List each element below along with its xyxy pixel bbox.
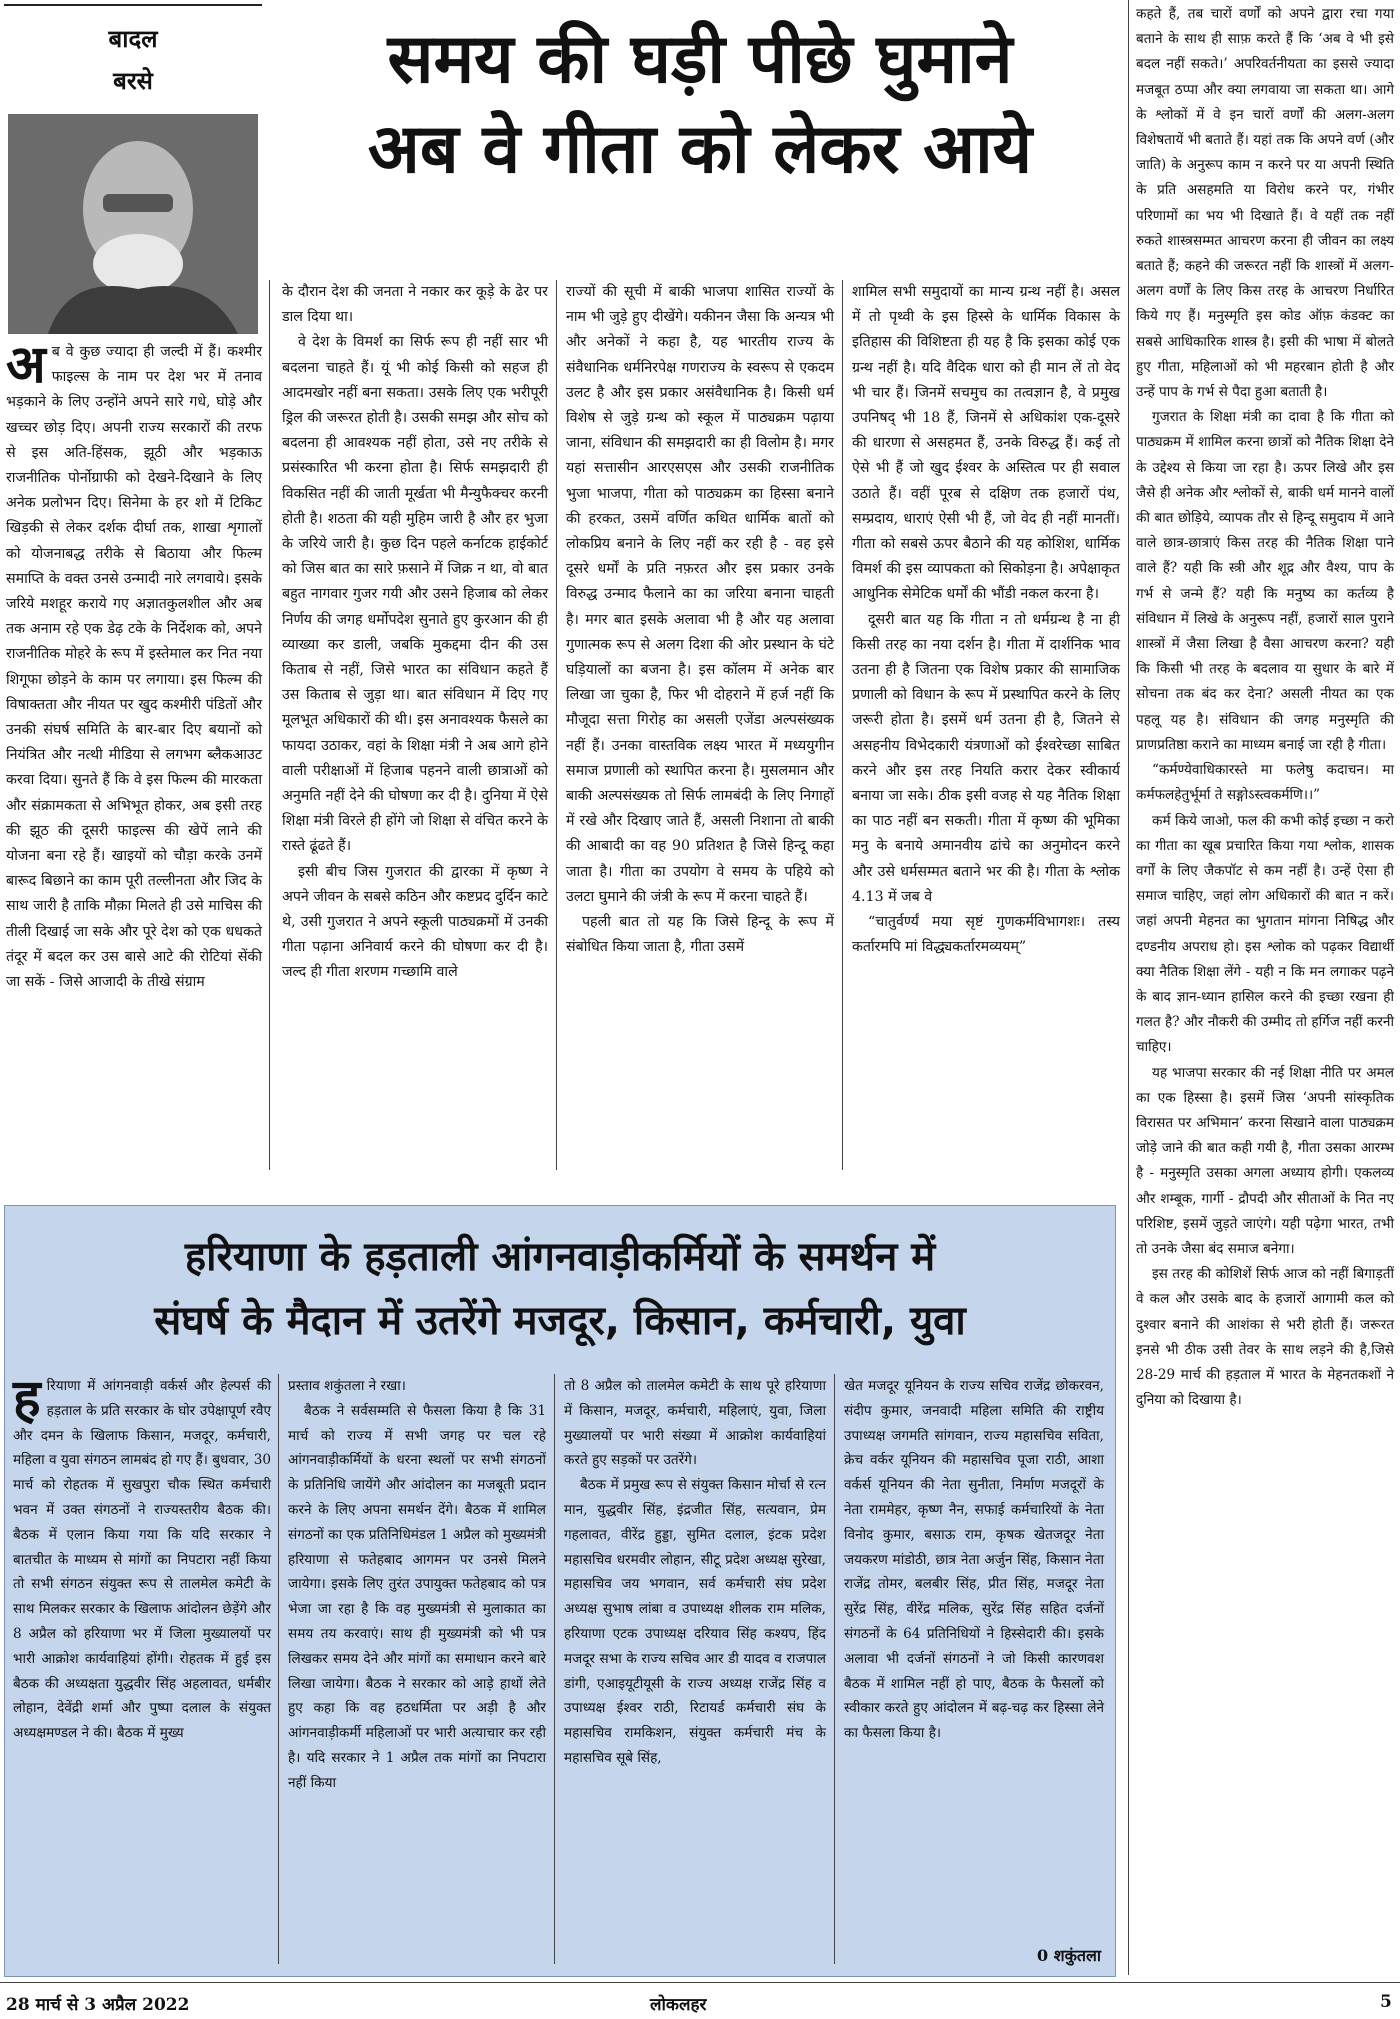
second-article-paragraph: बैठक में प्रमुख रूप से संयुक्त किसान मोर्चा से रत्न मान, युद्धवीर सिंह, इंद्रजीत सिंह, सत्यवान, प्रेम गहलावत, वीरेंद्र हुड्डा, सुमित दलाल, इंटक प्रदेश महासचिव धरमवीर लोहान, सीटू प्रदेश अध्यक्ष सुरेखा, महासचिव जय भगवान, सर्व कर्मचारी संघ प्रदेश अध्यक्ष सुभाष लांबा व उपाध्यक्ष शीलक राम मलिक, हरियाणा एटक उपाध्यक्ष दरियाव सिंह कश्यप, हिंद मजदूर सभा के राज्य सचिव आर डी यादव व राजपाल डांगी, एआइयूटीयूसी के राज्य अध्यक्ष राजेंद्र सिंह व उपाध्यक्ष ईश्वर राठी, रिटायर्ड कर्मचारी संघ के महासचिव रामकिशन, संयुक्त कर्मचारी मंच के महासचिव सूबे सिंह, — [564, 1477, 826, 1766]
sanskrit-verse: “कर्मण्येवाधिकारस्ते मा फलेषु कदाचन। मा कर्मफलहेतुर्भूर्मा ते सङ्गोऽस्त्वकर्मणि।।” — [1136, 762, 1394, 804]
column-divider — [554, 1374, 555, 1964]
second-headline-line1: हरियाणा के हड़ताली आंगनवाड़ीकर्मियों के समर्थन में — [184, 1234, 936, 1280]
footer-paper-name: लोकलहर — [650, 1995, 707, 2015]
second-article-col3 — [564, 1374, 826, 1970]
second-article-paragraph: बैठक ने सर्वसम्मति से फैसला किया है कि 31 मार्च को राज्य में सभी जगह पर चल रहे आंगनवाड़ीकर्मियों के धरना स्थलों पर सभी संगठनों के प्रतिनिधि जायेंगे और आंदोलन का मजबूती प्रदान करने के लिए अपना समर्थन देंगे। बैठक में शामिल संगठनों का एक प्रतिनिधिमंडल 1 अप्रैल को मुख्यमंत्री हरियाणा से फतेहबाद आगमन पर उनसे मिलने जायेगा। इसके लिए तुरंत उपायुक्त फतेहबाद को पत्र भेजा जा रहा है कि वह मुख्यमंत्री से मुलाकात का समय तय करवाएं। साथ ही मुख्यमंत्री को भी पत्र लिखकर समय देने और मांगों का समाधान करने बारे लिखा जायेगा। बैठक ने सरकार को आड़े हाथों लेते हुए कहा कि वह हठधर्मिता पर अड़ी है और आंगनवाड़ीकर्मी महिलाओं पर भारी अत्याचार कर रही है। यदि सरकार ने 1 अप्रैल तक मांगों का निपटारा नहीं किया — [288, 1402, 546, 1791]
second-article-paragraph: रियाणा में आंगनवाड़ी वर्कर्स और हेल्पर्स की हड़ताल के प्रति सरकार के घोर उपेक्षापूर्ण रवैए और दमन के खिलाफ किसान, मजदूर, कर्मचारी, महिला व युवा संगठन लामबंद हो गए हैं। बुधवार, 30 मार्च को रोहतक में सुखपुरा चौक स्थित कर्मचारी भवन में उक्त संगठनों ने राज्यस्तरीय बैठक की। बैठक में एलान किया गया कि यदि सरकार ने बातचीत के माध्यम से मांगों का निपटारा नहीं किया तो सभी संगठन संयुक्त रूप से तालमेल कमेटी के साथ मिलकर सरकार के खिलाफ आंदोलन छेड़ेंगे और 8 अप्रैल को हरियाणा भर में जिला मुख्यालयों पर भारी आक्रोश कार्यवाहियां होंगी। रोहतक में हुई इस बैठक की अध्यक्षता युद्धवीर सिंह अहलावत, धर्मबीर लोहान, देवेंद्री शर्मा और पुष्पा दलाल के संयुक्त अध्यक्षमण्डल ने की। बैठक में मुख्य — [13, 1378, 271, 1742]
column-divider — [278, 1374, 279, 1964]
main-article-paragraph: राज्यों की सूची में बाकी भाजपा शासित राज्यों के नाम भी जुड़े हुए दीखेंगे। यकीनन जैसा कि अन्यत्र भी और अनेकों ने कहा है, यह भारतीय राज्य के संवैधानिक धर्मनिरपेक्ष गणराज्य के स्वरूप से एकदम उलट है और इस प्रकार असंवैधानिक है। किसी धर्म विशेष से जुड़े ग्रन्थ को स्कूल में पाठ्यक्रम पढ़ाया जाना, संविधान की समझदारी का ही विलोम है। मगर यहां सत्तासीन आरएसएस और उसकी राजनीतिक भुजा भाजपा, गीता को पाठ्यक्रम का हिस्सा बनाने की हरकत, उसमें वर्णित कथित धार्मिक बातों को लोकप्रिय बनाने के लिए नहीं कर रही है - वह इसे दूसरे धर्मों के प्रति नफ़रत और इस प्रकार उनके विरुद्ध उन्माद फैलाने का का जरिया बनाना चाहती है। मगर बात इसके अलावा भी है और यह अलावा गुणात्मक रूप से अलग दिशा की ओर प्रस्थान के घंटे घड़ियालों का बजना है। इस कॉलम में अनेक बार लिखा जा चुका है, फिर भी दोहराने में हर्ज नहीं कि मौजूदा सत्ता गिरोह का असली एजेंडा अल्पसंख्यक नहीं हैं। उनका वास्तविक लक्ष्य भारत में मध्ययुगीन समाज प्रणाली को स्थापित करना है। मुसलमान और बाकी अल्पसंख्यक तो सिर्फ लामबंदी के लिए निगाहों में रखे और दिखाए जाते हैं, असली निशाना तो बाकी की आबादी का वह 90 प्रतिशत है जिसे हिन्दू कहा जाता है। गीता का उपयोग वे समय के पहिये को उलटा घुमाने की जंत्री के रूप में करना चाहते हैं। — [566, 284, 834, 905]
columnist-box — [4, 4, 264, 339]
columnist-name-line1: बादल — [108, 25, 158, 53]
main-article-paragraph: दूसरी बात यह कि गीता न तो धर्मग्रन्थ है ना ही किसी तरह का नया दर्शन है। गीता में दार्शनिक भाव उतना ही है जितना एक विशेष प्रकार की सामाजिक प्रणाली को विधान के रूप में प्रस्थापित करने के लिए जरूरी होता है। इसमें धर्म उतना ही है, जितने से असहनीय विभेदकारी यंत्रणाओं को ईश्वरेच्छा साबित करने और इस तरह नियति करार देकर स्वीकार्य बनाया जा सके। ठीक इसी वजह से यह नैतिक शिक्षा का पाठ नहीं बन सकती। गीता में कृष्ण की भूमिका मनु के बनाये अमानवीय ढांचे का अनुमोदन करने और उसे धर्मसम्मत बताने भर की है। गीता के श्लोक 4.13 में जब वे — [852, 611, 1120, 905]
footer-date: 28 मार्च से 3 अप्रैल 2022 — [6, 1995, 190, 2015]
column-divider — [834, 1374, 835, 1964]
main-article-paragraph: पहली बात तो यह कि जिसे हिन्दू के रूप में संबोधित किया जाता है, गीता उसमें — [566, 914, 834, 956]
second-article-col1 — [13, 1368, 271, 1970]
second-article-col4 — [844, 1374, 1104, 1934]
second-article-dropcap: ह — [13, 1368, 41, 1429]
column-divider — [269, 280, 270, 1170]
main-headline-line1: समय की घड़ी पीछे घुमाने — [387, 20, 1013, 99]
main-article-dropcap: अ — [6, 334, 46, 395]
main-article-paragraph: वे देश के विमर्श का सिर्फ रूप ही नहीं सार भी बदलना चाहते हैं। यूं भी कोई किसी को सहज ही आदमखोर नहीं बना सकता। उसके लिए एक भरीपूरी ड्रिल की जरूरत होती है। उसकी समझ और सोच को बदलना ही आवश्यक नहीं होता, उसे नए तरीके से प्रसंस्कारित भी करना होता है। सिर्फ समझदारी ही विकसित नहीं की जाती मूर्खता भी मैन्युफैक्चर करनी होती है। शठता की यही मुहिम जारी है और हर भुजा के जरिये जारी है। कुछ दिन पहले कर्नाटक हाईकोर्ट को जिस बात का सारे फ़साने में जिक्र न था, वो बात बहुत नागवार गुजर गयी और उसने हिजाब को लेकर निर्णय की जगह धर्मोपदेश सुनाते हुए कुरआन की ही व्याख्या कर डाली, जबकि मुकद्दमा दीन की उस किताब से नहीं, जिसे भारत का संविधान कहते हैं उस किताब से जुड़ा था। बात संविधान में दिए गए मूलभूत अधिकारों की थी। इस अनावश्यक फैसले का फायदा उठाकर, वहां के शिक्षा मंत्री ने अब आगे होने वाली परीक्षाओं में हिजाब पहनने वाली छात्राओं को अनुमति नहीं देने की घोषणा कर दी है। दुनिया में ऐसे शिक्षा मंत्री विरले ही होंगे जो शिक्षा से वंचित करने के रास्ते ढूंढते हैं। — [282, 334, 548, 855]
main-article-paragraph: इसी बीच जिस गुजरात की द्वारका में कृष्ण ने अपने जीवन के सबसे कठिन और कष्टप्रद दुर्दिन काटे थे, उसी गुजरात ने अपने स्कूली पाठ्यक्रमों में उनकी गीता पढ़ाना अनिवार्य करने की घोषणा कर दी है। जल्द ही गीता शरणम गच्छामि वाले — [282, 863, 548, 981]
column-divider — [1128, 0, 1129, 1975]
columnist-photo — [8, 114, 258, 334]
byline: 0 शकुंतला — [1037, 1946, 1101, 1965]
second-article-paragraph: खेत मजदूर यूनियन के राज्य सचिव राजेंद्र छोकरवन, संदीप कुमार, जनवादी महिला समिति की राष्ट्रीय उपाध्यक्ष जगमति सांगवान, राज्य महासचिव सविता, क्रेच वर्कर यूनियन की महासचिव पूजा राठी, आशा वर्कर्स यूनियन की नेता सुनीता, निर्माण मजदूरों के नेता राममेहर, कृष्ण नैन, सफाई कर्मचारियों के नेता विनोद कुमार, बसाऊ राम, कृषक खेतजदूर नेता जयकरण मांडोठी, छात्र नेता अर्जुन सिंह, किसान नेता राजेंद्र तोमर, बलबीर सिंह, प्रीत सिंह, मजदूर नेता सुरेंद्र सिंह, वीरेंद्र मलिक, सुरेंद्र सिंह सहित दर्जनों संगठनों के 64 प्रतिनिधियों ने हिस्सेदारी की। इसके अलावा भी दर्जनों संगठनों ने जो किसी कारणवश बैठक में शामिल नहीं हो पाए, बैठक के फैसलों को स्वीकार करते हुए आंदोलन में बढ़-चढ़ कर हिस्सा लेने का फैसला किया है। — [844, 1378, 1104, 1742]
column-divider — [556, 280, 557, 1170]
footer-rule — [0, 1982, 1400, 1983]
second-headline-line2: संघर्ष के मैदान में उतरेंगे मजदूर, किसान, कर्मचारी, युवा — [154, 1298, 966, 1344]
main-article-paragraph: कहते हैं, तब चारों वर्णों को अपने द्वारा रचा गया बताने के साथ ही साफ़ करते हैं कि ‘अब वे भी इसे बदल नहीं सकते।’ अपरिवर्तनीयता का इससे ज्यादा मजबूत ठप्पा और क्या लगवाया जा सकता था। आगे के श्लोकों में वे इन चारों वर्णों की अलग-अलग विशेषतायें भी बताते हैं। यहां तक कि अपने वर्ण (और जाति) के अनुरूप काम न करने पर या अपनी स्थिति के प्रति असहमति या विरोध करने पर, गंभीर परिणामों का भय भी दिखाते हैं। वे यहीं तक नहीं रुकते शास्त्रसम्मत आचरण करना ही जीवन का लक्ष्य बताते हैं; कहने की जरूरत नहीं कि शास्त्रों में अलग-अलग वर्णों के लिए किस तरह के आचरण निर्धारित किये गए हैं। मनुस्मृति इस कोड ऑफ़ कंडक्ट का सबसे आधिकारिक शास्त्र है। इसी की भाषा में बोलते हुए गीता, महिलाओं को भी महरबान होती है और उन्हें पाप के गर्भ से पैदा हुआ बताती है। — [1136, 6, 1394, 401]
main-article-col2 — [282, 280, 548, 1170]
columnist-name-line2: बरसे — [113, 67, 153, 95]
main-article-paragraph: के दौरान देश की जनता ने नकार कर कूड़े के ढेर पर डाल दिया था। — [282, 284, 548, 326]
portrait-illustration — [8, 114, 258, 334]
main-article-paragraph: ब वे कुछ ज्यादा ही जल्दी में हैं। कश्मीर फाइल्स के नाम पर देश भर में तनाव भड़काने के लिए उन्होंने अपने सारे गधे, घोड़े और खच्चर छोड़ दिए। अपनी राज्य सरकारों की तरफ से इस अति-हिंसक, झूठी और भड़काऊ राजनीतिक पोर्नोग्राफी को देखने-दिखाने के लिए अनेक प्रलोभन दिए। सिनेमा के हर शो में टिकिट खिड़की से लेकर दर्शक दीर्घा तक, शाखा शृगालों को योजनाबद्ध तरीके से बिठाया और फिल्म समाप्ति के वक्त उनसे उन्मादी नारे लगवाये। इसके जरिये मशहूर कराये गए अज्ञातकुलशील और अब तक अनाम रहे एक डेढ़ टके के निर्देशक को, अपने राजनीतिक मोहरे के रूप में इस्तेमाल कर नित नया शिगूफा छोड़ने के काम पर लगाया। इस फिल्म की विषाक्तता और नीयत पर खुद कश्मीरी पंडितों और उनकी संघर्ष समिति के बार-बार दिए बयानों को नियंत्रित और नत्थी मीडिया से लगभग ब्लैकआउट करवा दिया। सुनते हैं कि वे इस फिल्म की मारकता और संक्रामकता से अभिभूत होकर, अब इसी तरह की झूठ की दूसरी फाइल्स की खेपें लाने की योजना बना रहे हैं। खाइयों को चौड़ा करके उनमें बारूद बिछाने का काम पूरी तल्लीनता और जिद के साथ जारी है ताकि मौक़ा मिलते ही उसे माचिस की तीली दिखाई जा सके और पूरे देश को एक धधकते तंदूर में बदल कर उस बासे आटे की रोटियां सेंकी जा सकें - जिसे आजादी के तीखे संग्राम — [6, 344, 262, 991]
main-article-col4 — [852, 280, 1120, 1170]
main-article-col5 — [1136, 2, 1394, 1977]
main-article-col1 — [6, 334, 262, 1170]
main-article-paragraph: गुजरात के शिक्षा मंत्री का दावा है कि गीता को पाठ्यक्रम में शामिल करना छात्रों को नैतिक शिक्षा देने के उद्देश्य से किया जा रहा है। ऊपर लिखे और इस जैसे ही अनेक और श्लोकों से, बाकी धर्म मानने वालों की बात छोड़िये, व्यापक तौर से हिन्दू समुदाय में आने वाले छात्र-छात्राएं किस तरह की नैतिक शिक्षा पाने वाले हैं? यही कि स्त्री और शूद्र और वैश्य, पाप के गर्भ से जन्मे हैं? यही कि मनुष्य का कर्तव्य है संविधान में लिखे के अनुरूप नहीं, हजारों साल पुराने शास्त्रों में जैसा लिखा है वैसा आचरण करना? यही कि किसी भी तरह के बदलाव या सुधार के बारे में सोचना तक बंद कर देना? असली नीयत का एक पहलू यह है। संविधान की जगह मनुस्मृति की प्राणप्रतिष्ठा कराने का माध्यम बनाई जा रही है गीता। — [1136, 409, 1394, 753]
main-headline-line2: अब वे गीता को लेकर आये — [367, 110, 1033, 189]
main-article-paragraph: इस तरह की कोशिशें सिर्फ आज को नहीं बिगाड़तीं वे कल और उसके बाद के हजारों आगामी कल को दुश्वार बनाने की आशंका से भरी होती हैं। जरूरत इनसे भी ठीक उसी तेवर के साथ लड़ने की है,जिसे 28-29 मार्च की हड़ताल में भारत के मेहनतकशों ने दुनिया को दिखाया है। — [1136, 1266, 1394, 1409]
footer-page-number: 5 — [1380, 1992, 1392, 2012]
main-article-paragraph: यह भाजपा सरकार की नई शिक्षा नीति पर अमल का एक हिस्सा है। इसमें जिस ‘अपनी सांस्कृतिक विरासत पर अभिमान’ करना सिखाने वाला पाठ्यक्रम जोड़े जाने की बात कही गयी है, गीता उसका आरम्भ है - मनुस्मृति उसका अगला अध्याय होगी। एकलव्य और शम्बूक, गार्गी - द्रौपदी और सीताओं के नित नए परिशिष्ट, इसमें जुड़ते जाएंगे। यही पढ़ेगा भारत, तभी तो उनके जैसा बंद समाज बनेगा। — [1136, 1064, 1394, 1257]
sanskrit-verse: “चातुर्वर्ण्यं मया सृष्टं गुणकर्मविभागशः। तस्य कर्तारमपि मां विद्ध्यकर्तारमव्ययम्” — [852, 914, 1120, 956]
column-divider — [842, 280, 843, 1170]
second-article-col2 — [288, 1374, 546, 1970]
main-article-col3 — [566, 280, 834, 1170]
second-article-paragraph: तो 8 अप्रैल को तालमेल कमेटी के साथ पूरे हरियाणा में किसान, मजदूर, कर्मचारी, महिलाएं, युवा, जिला मुख्यालयों पर भारी संख्या में आक्रोश कार्यवाहियां करते हुए सड़कों पर उतरेंगे। — [564, 1378, 826, 1469]
second-article-box — [4, 1205, 1116, 1977]
main-article-paragraph: कर्म किये जाओ, फल की कभी कोई इच्छा न करो का गीता का खूब प्रचारित किया गया श्लोक, शासक वर्गों के लिए जैकपॉट से कम नहीं है। उन्हें ऐसा ही समाज चाहिए, जहां लोग अधिकारों की बात न करें। जहां अपनी मेहनत का भुगतान मांगना निषिद्ध और दण्डनीय अपराध हो। इस श्लोक को पढ़कर विद्यार्थी क्या नैतिक शिक्षा लेंगे - यही न कि मन लगाकर पढ़ने के बाद ज्ञान-ध्यान हासिल करने की इच्छा रखना ही गलत है? और नौकरी की उम्मीद तो हर्गिज नहीं करनी चाहिए। — [1136, 812, 1394, 1056]
columnist-top-rule — [4, 4, 262, 6]
second-article-paragraph: प्रस्ताव शकुंतला ने रखा। — [288, 1378, 406, 1394]
main-article-paragraph: शामिल सभी समुदायों का मान्य ग्रन्थ नहीं है। असल में तो पृथ्वी के इस हिस्से के धार्मिक विकास के इतिहास की विशिष्टता ही यह है कि इसका कोई एक ग्रन्थ नहीं है। यदि वैदिक धारा को ही मान लें तो वेद भी चार हैं। जिनमें सचमुच का तत्वज्ञान है, वे प्रमुख उपनिषद् भी 18 हैं, जिनमें से अधिकांश एक-दूसरे की धारणा से असहमत हैं, उनके विरुद्ध हैं। कई तो ऐसे भी हैं जो खुद ईश्वर के अस्तित्व पर ही सवाल उठाते हैं। वहीं पूरब से दक्षिण तक हजारों पंथ, सम्प्रदाय, धाराएं ऐसी भी हैं, जो वेद ही नहीं मानतीं। गीता को सबसे ऊपर बैठाने की यह कोशिश, धार्मिक विमर्श की इस व्यापकता को सिकोड़ना है। अपेक्षाकृत आधुनिक सेमेटिक धर्मों की भौंडी नकल करना है। — [852, 284, 1120, 603]
